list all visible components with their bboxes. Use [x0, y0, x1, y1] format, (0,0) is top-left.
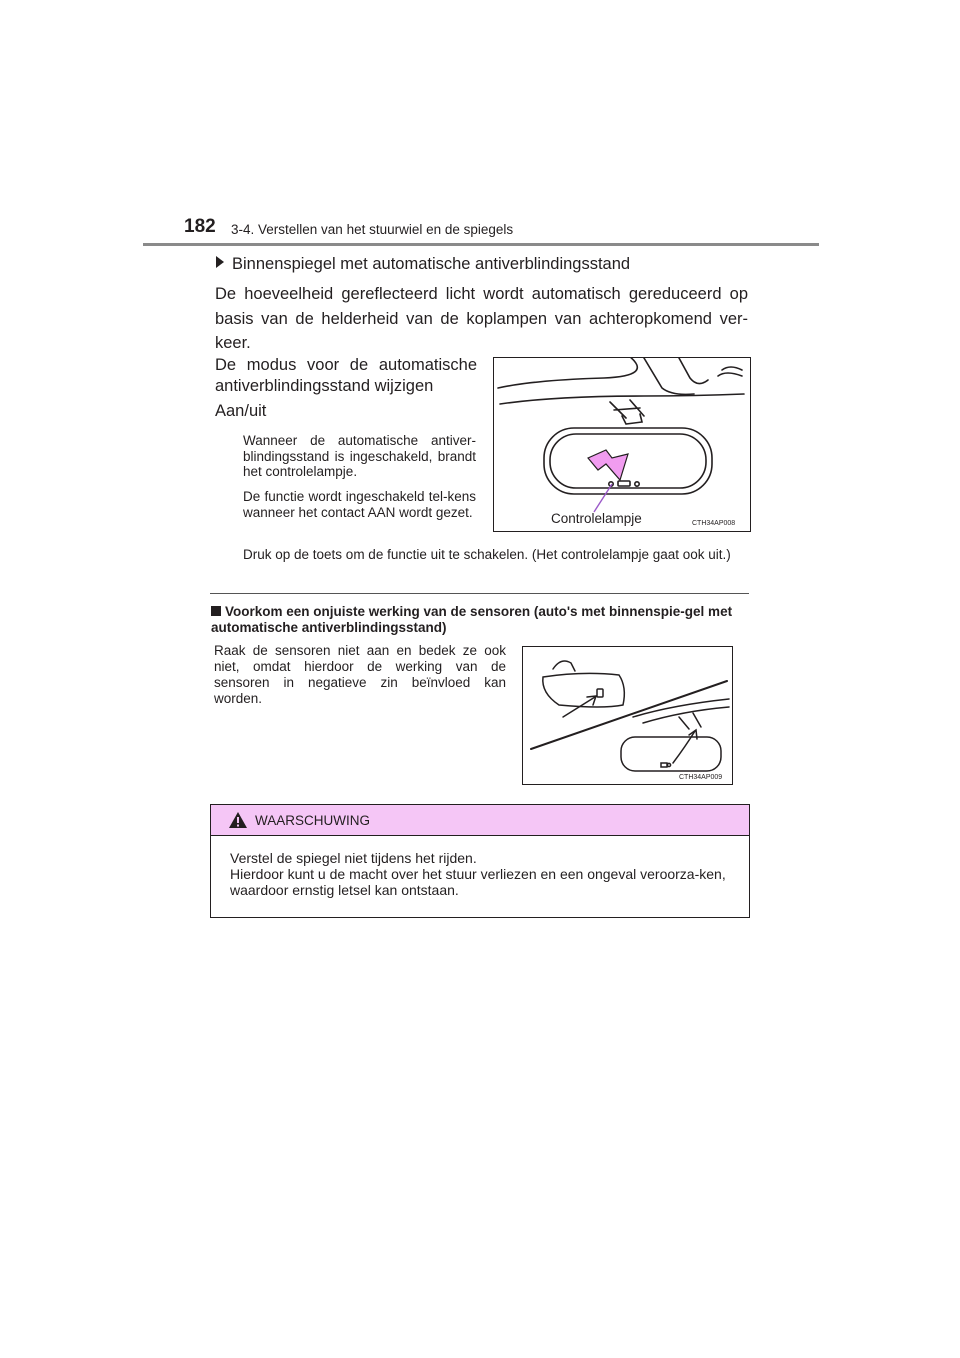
warning-header — [211, 805, 749, 836]
warning-text — [230, 850, 744, 898]
sensor-figure — [522, 646, 733, 785]
note-heading-text: Voorkom een onjuiste werking van de sensoren (auto's met binnenspie-gel met automatische antiverblindingsstand) — [211, 604, 733, 635]
warning-line2: Hierdoor kunt u de macht over het stuur verliezen en een ongeval veroorza-ken, waardoor ernstig letsel kan ontstaan. — [230, 866, 726, 898]
sub-heading — [216, 255, 630, 274]
figure1-code: CTH34AP008 — [692, 520, 736, 527]
triangle-bullet-icon — [216, 256, 224, 268]
warning-box — [210, 804, 750, 918]
onoff-heading: Aan/uit — [215, 402, 267, 420]
warning-title: WAARSCHUWING — [255, 813, 370, 828]
figure2-code: CTH34AP009 — [679, 774, 723, 781]
paragraph-activation: De functie wordt ingeschakeld tel-kens wanneer het contact AAN wordt gezet. — [243, 489, 476, 520]
intro-paragraph: De hoeveelheid gereflecteerd licht wordt automatisch gereduceerd op basis van de helderheid van de koplampen van achteropkomend ver-keer. — [215, 285, 748, 352]
mirror-figure — [493, 357, 751, 532]
sensor-illustration — [523, 647, 732, 784]
sub-heading-text: Binnenspiegel met automatische antiverblindingsstand — [232, 255, 631, 273]
warning-triangle-icon — [228, 811, 248, 829]
section-divider — [210, 593, 749, 594]
section-title: 3-4. Verstellen van het stuurwiel en de spiegels — [231, 222, 514, 237]
paragraph-indicator: Wanneer de automatische antiver-blindingsstand is ingeschakeld, brandt het controlelampje. — [243, 433, 476, 479]
square-bullet-icon — [211, 606, 221, 616]
mode-heading-line2: antiverblindingsstand wijzigen — [215, 377, 434, 395]
mode-heading-line1: De modus voor de automatische — [215, 356, 477, 374]
header-divider — [143, 243, 819, 246]
warning-line1: Verstel de spiegel niet tijdens het rijden. — [230, 850, 477, 866]
page-number: 182 — [184, 216, 216, 237]
note-body: Raak de sensoren niet aan en bedek ze ook niet, omdat hierdoor de werking van de sensoren in negatieve zin beïnvloed kan worden. — [214, 643, 506, 706]
paragraph-switch-off: Druk op de toets om de functie uit te schakelen. (Het controlelampje gaat ook uit.) — [243, 547, 731, 562]
indicator-label: Controlelampje — [551, 511, 642, 526]
note-heading — [211, 604, 749, 636]
mirror-illustration — [494, 358, 750, 531]
